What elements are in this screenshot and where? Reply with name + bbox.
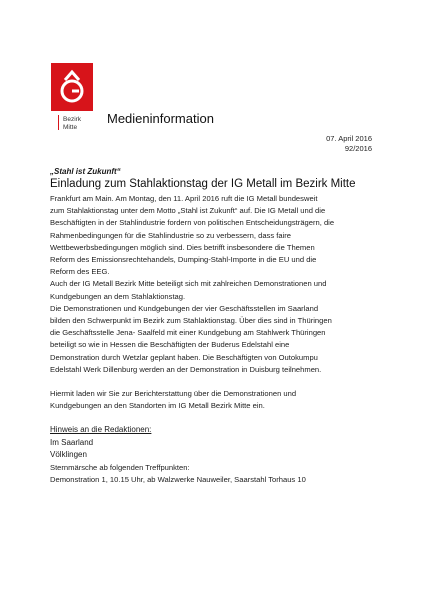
document-body xyxy=(50,166,370,486)
spacer xyxy=(50,376,370,388)
text-line: Kundgebungen an den Standorten im IG Metall Bezirk Mitte ein. xyxy=(50,401,265,411)
text-line: Auch der IG Metall Bezirk Mitte beteiligt sich mit zahlreichen Demonstrationen und xyxy=(50,279,327,289)
page-title: Medieninformation xyxy=(107,111,214,126)
notes-line: Sternmärsche ab folgenden Treffpunkten: xyxy=(50,462,190,472)
text-line: Frankfurt am Main. Am Montag, den 11. April 2016 ruft die IG Metall bundesweit xyxy=(50,194,318,203)
logo-caption xyxy=(63,116,81,131)
notes-line: Im Saarland xyxy=(50,437,94,447)
text-line: beteiligt so wie in Hessen die Beschäftigten der Buderus Edelstahl eine xyxy=(50,340,290,350)
ig-emblem-icon xyxy=(51,63,93,111)
logo-red-block xyxy=(51,63,93,111)
text-line: die Geschäftsstelle Jena- Saalfeld mit einer Kundgebung am Stahlwerk Thüringen xyxy=(50,328,326,338)
text-line: Kundgebungen an dem Stahlaktionstag. xyxy=(50,291,186,301)
notes-line: Demonstration 1, 10.15 Uhr, ab Walzwerke Nauweiler, Saarstahl Torhaus 10 xyxy=(50,474,306,484)
paragraph-main xyxy=(50,193,370,376)
text-line: zum Stahlaktionstag unter dem Motto „Stahl ist Zukunft“ auf. Die IG Metall und die xyxy=(50,206,326,216)
text-line: Reform des Emissionsrechtehandels, Dumping-Stahl-Importe in die EU und die xyxy=(50,255,317,265)
text-line: Demonstration durch Wetzlar geplant haben. Die Beschäftigten von Outokumpu xyxy=(50,352,318,362)
logo-line-1: Bezirk xyxy=(63,116,82,123)
ig-metall-logo xyxy=(51,63,93,131)
notes-line: Völklingen xyxy=(50,450,87,460)
text-line: Die Demonstrationen und Kundgebungen der vier Geschäftsstellen im Saarland xyxy=(50,303,319,313)
paragraph-invitation xyxy=(50,388,370,412)
release-date: 07. April 2016 xyxy=(326,134,372,143)
release-number: 92/2016 xyxy=(344,143,372,153)
date-block xyxy=(326,134,372,153)
editorial-notes xyxy=(50,424,370,486)
spacer xyxy=(50,412,370,424)
text-line: Rahmenbedingungen für die Stahlindustrie so zu verbessern, dass faire xyxy=(50,230,292,240)
text-line: Reform des EEG. xyxy=(50,267,110,277)
text-line: Wettbewerbsbedingungen möglich sind. Dies betrifft insbesondere die Themen xyxy=(50,242,315,252)
logo-line-2: Mitte xyxy=(63,123,78,131)
text-line: Edelstahl Werk Dillenburg werden an der Demonstration in Duisburg teilnehmen. xyxy=(50,364,322,374)
notes-heading: Hinweis an die Redaktionen: xyxy=(50,425,152,435)
text-line: bilden den Schwerpunkt im Bezirk zum Stahlaktionstag. Über dies sind in Thüringen xyxy=(50,316,332,326)
logo-bracket-icon xyxy=(51,115,60,130)
kicker: „Stahl ist Zukunft“ xyxy=(50,167,121,176)
headline: Einladung zum Stahlaktionstag der IG Metall im Bezirk Mitte xyxy=(50,178,356,190)
text-line: Beschäftigten in der Stahlindustrie fordern von politischen Entscheidungsträgern, die xyxy=(50,218,335,228)
text-line: Hiermit laden wir Sie zur Berichterstattung über die Demonstrationen und xyxy=(50,389,297,399)
